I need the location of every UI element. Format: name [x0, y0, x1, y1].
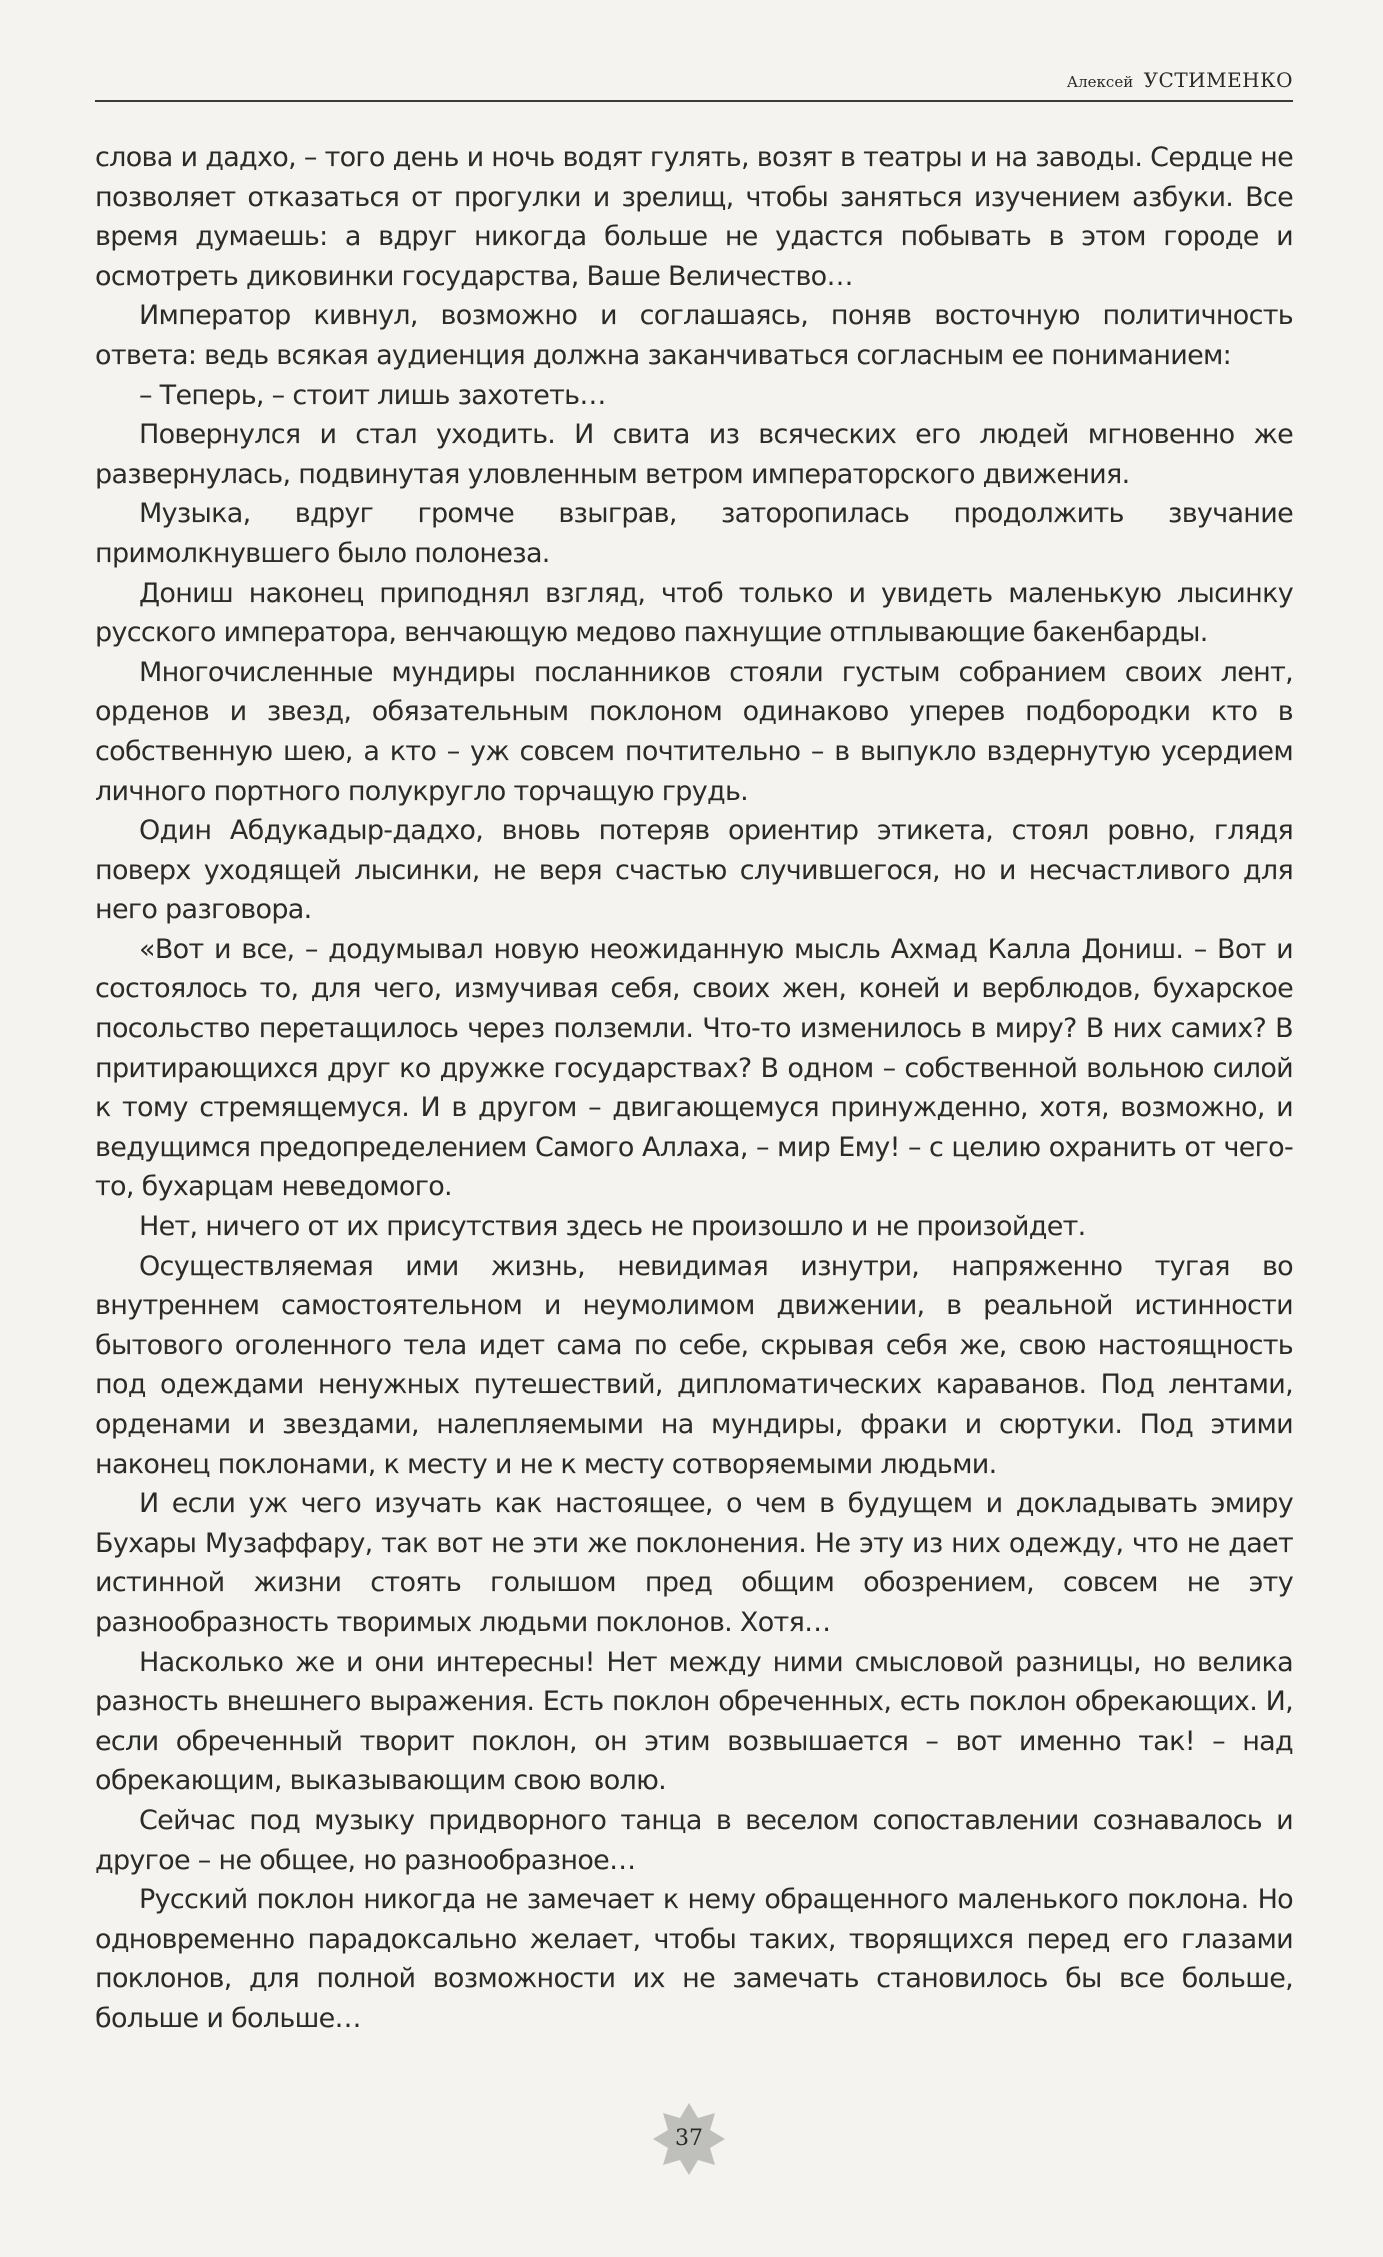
- paragraph: Музыка, вдруг громче взыграв, заторопилась продолжить звучание примолкнувшего было полонеза.: [95, 498, 1293, 569]
- paragraph: Повернулся и стал уходить. И свита из всяческих его людей мгновенно же развернулась, подвинутая уловленным ветром императорского движения.: [95, 419, 1293, 490]
- paragraph: Сейчас под музыку придворного танца в веселом сопоставлении сознавалось и другое – не общее, но разнообразное…: [95, 1804, 1293, 1876]
- paragraph: Дониш наконец приподнял взгляд, чтоб только и увидеть маленькую лысинку русского императора, венчающую медово пахнущие отплывающие бакенбарды.: [95, 577, 1293, 649]
- paragraph: «Вот и все, – додумывал новую неожиданную мысль Ахмад Калла Дониш. – Вот и состоялось то, для чего, измучивая себя, своих жен, коней и верблюдов, бухарское посольство перетащилось через полземли. Что-то изменилось в миру? В них самих? В притирающихся друг ко дружке государствах? В одном – собственной вольною силой к тому стремящемуся. И в другом – двигающемуся принужденно, хотя, возможно, и ведущимся предопределением Самого Аллаха, – мир Ему! – с целию охранить от чего-то, бухарцам неведомого.: [95, 933, 1293, 1203]
- paragraph: Нет, ничего от их присутствия здесь не произошло и не произойдет.: [139, 1211, 1086, 1243]
- paragraph: Насколько же и они интересны! Нет между ними смысловой разницы, но велика разность внешнего выражения. Есть поклон обреченных, есть поклон обрекающих. И, если обреченный творит поклон, он этим возвышается – вот именно так! – над обрекающим, выказывающим свою волю.: [95, 1646, 1293, 1797]
- author-last-name: УСТИМЕНКО: [1143, 68, 1293, 92]
- running-header: [95, 62, 1293, 102]
- paragraph: слова и дадхо, – того день и ночь водят гулять, возят в театры и на заводы. Сердце не позволяет отказаться от прогулки и зрелищ, чтобы заняться изучением азбуки. Все время думаешь: а вдруг никогда больше не удастся побывать в этом городе и осмотреть диковинки государства, Ваше Величество…: [95, 142, 1293, 292]
- paragraph: Русский поклон никогда не замечает к нему обращенного маленького поклона. Но одновременно парадоксально желает, чтобы таких, творящихся перед его глазами поклонов, для полной возможности их не замечать становилось бы все больше, больше и больше…: [95, 1884, 1293, 2034]
- paragraph: Один Абдукадыр-дадхо, вновь потеряв ориентир этикета, стоял ровно, глядя поверх уходящей лысинки, не веря счастью случившегося, но и несчастливого для него разговора.: [95, 815, 1293, 926]
- paragraph: Император кивнул, возможно и соглашаясь, поняв восточную политичность ответа: ведь всякая аудиенция должна заканчиваться согласным ее пониманием:: [95, 300, 1293, 371]
- page-number-ornament: [651, 2101, 727, 2177]
- paragraph: Многочисленные мундиры посланников стояли густым собранием своих лент, орденов и звезд, обязательным поклоном одинаково уперев подбородки кто в собственную шею, а кто – уж совсем почтительно – в выпукло вздернутую усердием личного портного полукругло торчащую грудь.: [95, 656, 1293, 807]
- paragraph: – Теперь, – стоит лишь захотеть…: [139, 379, 606, 411]
- body-text: [95, 138, 1293, 2039]
- paragraph: Осуществляемая ими жизнь, невидимая изнутри, напряженно тугая во внутреннем самостоятельном и неумолимом движении, в реальной истинности бытового оголенного тела идет сама по себе, скрывая себя же, свою настоящность под одеждами ненужных путешествий, дипломатических караванов. Под лентами, орденами и звездами, налепляемыми на мундиры, фраки и сюртуки. Под этими наконец поклонами, к месту и не к месту сотворяемыми людьми.: [95, 1250, 1293, 1480]
- running-head-author: [1067, 68, 1293, 92]
- paragraph: И если уж чего изучать как настоящее, о чем в будущем и докладывать эмиру Бухары Музаффару, так вот не эти же поклонения. Не эту из них одежду, что не дает истинной жизни стоять голышом пред общим обозрением, совсем не эту разнообразность творимых людьми поклонов. Хотя…: [95, 1488, 1293, 1638]
- page-number: 37: [675, 2126, 703, 2151]
- author-first-name: Алексей: [1066, 73, 1134, 91]
